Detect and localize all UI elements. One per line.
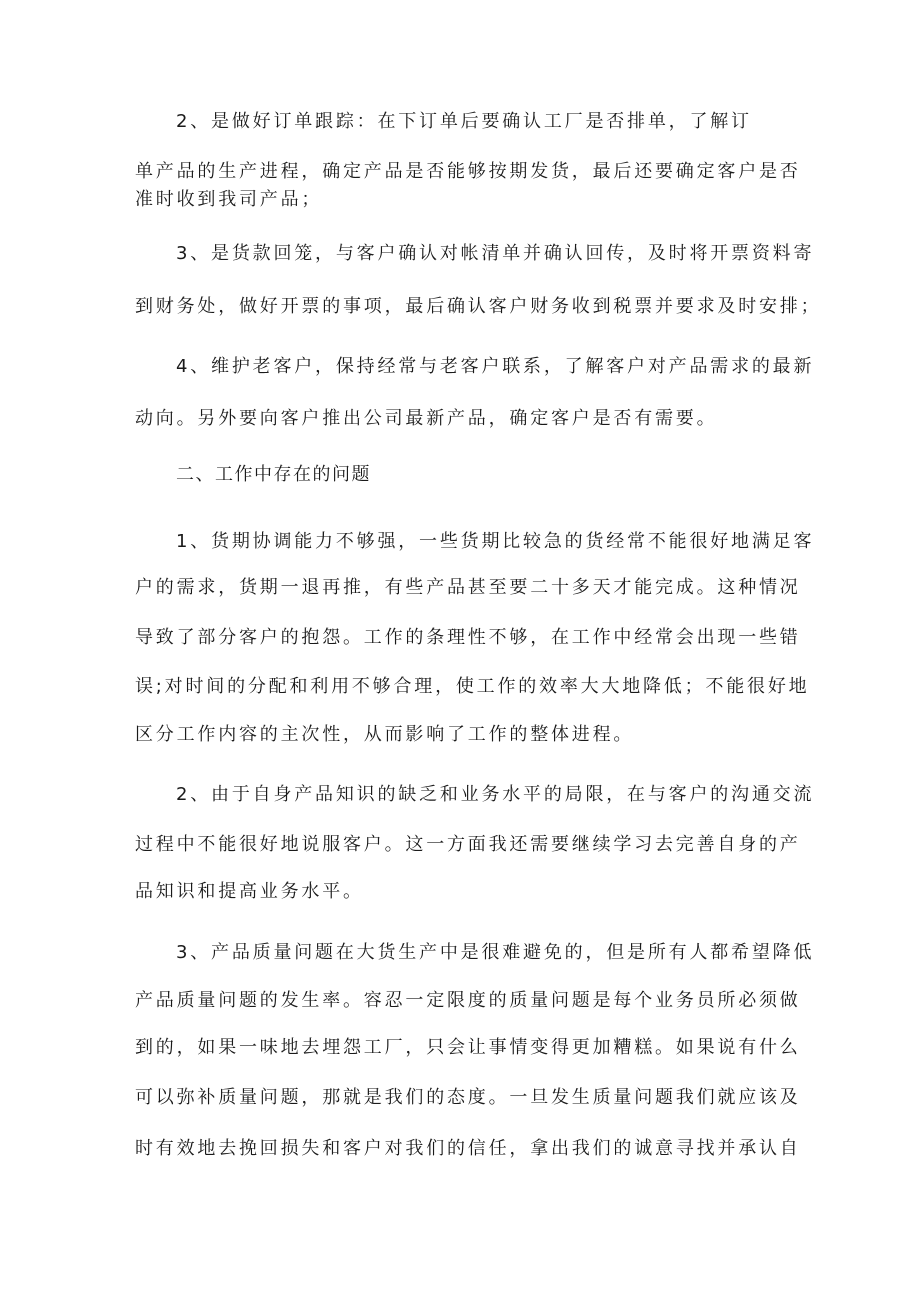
paragraph-problem-1-line-4: 误;对时间的分配和利用不够合理，使工作的效率大大地降低；不能很好地: [135, 676, 810, 697]
paragraph-problem-3-line-1: 3、产品质量问题在大货生产中是很难避免的，但是所有人都希望降低: [176, 942, 815, 963]
paragraph-order-tracking-line-1: 2、是做好订单跟踪：在下订单后要确认工厂是否排单，了解订: [176, 111, 752, 132]
paragraph-problem-2-line-2: 过程中不能很好地说服客户。这一方面我还需要继续学习去完善自身的产: [135, 834, 801, 855]
paragraph-problem-3-line-4: 可以弥补质量问题，那就是我们的态度。一旦发生质量问题我们就应该及: [135, 1087, 801, 1108]
paragraph-problem-1-line-2: 户的需求，货期一退再推，有些产品甚至要二十多天才能完成。这种情况: [135, 577, 801, 598]
paragraph-customer-line-2: 动向。另外要向客户推出公司最新产品，确定客户是否有需要。: [135, 408, 718, 429]
paragraph-problem-2-line-3: 品知识和提高业务水平。: [135, 881, 364, 902]
paragraph-problem-1-line-5: 区分工作内容的主次性，从而影响了工作的整体进程。: [135, 724, 635, 745]
paragraph-problem-2-line-1: 2、由于自身产品知识的缺乏和业务水平的局限，在与客户的沟通交流: [176, 784, 815, 805]
paragraph-problem-3-line-2: 产品质量问题的发生率。容忍一定限度的质量问题是每个业务员所必须做: [135, 990, 801, 1011]
paragraph-payment-line-2: 到财务处，做好开票的事项，最后确认客户财务收到税票并要求及时安排；: [135, 296, 822, 317]
paragraph-customer-line-1: 4、维护老客户，保持经常与老客户联系，了解客户对产品需求的最新: [176, 356, 815, 377]
paragraph-problem-3-line-3: 到的，如果一味地去埋怨工厂，只会让事情变得更加糟糕。如果说有什么: [135, 1037, 801, 1058]
section-heading-problems: 二、工作中存在的问题: [176, 464, 371, 485]
paragraph-payment-line-1: 3、是货款回笼，与客户确认对帐清单并确认回传，及时将开票资料寄: [176, 243, 815, 264]
paragraph-order-tracking-line-3: 准时收到我司产品；: [135, 189, 323, 210]
paragraph-problem-3-line-5: 时有效地去挽回损失和客户对我们的信任，拿出我们的诚意寻找并承认自: [135, 1138, 801, 1159]
paragraph-problem-1-line-1: 1、货期协调能力不够强，一些货期比较急的货经常不能很好地满足客: [176, 531, 815, 552]
paragraph-problem-1-line-3: 导致了部分客户的抱怨。工作的条理性不够，在工作中经常会出现一些错: [135, 627, 801, 648]
paragraph-order-tracking-line-2: 单产品的生产进程，确定产品是否能够按期发货，最后还要确定客户是否: [135, 161, 801, 182]
